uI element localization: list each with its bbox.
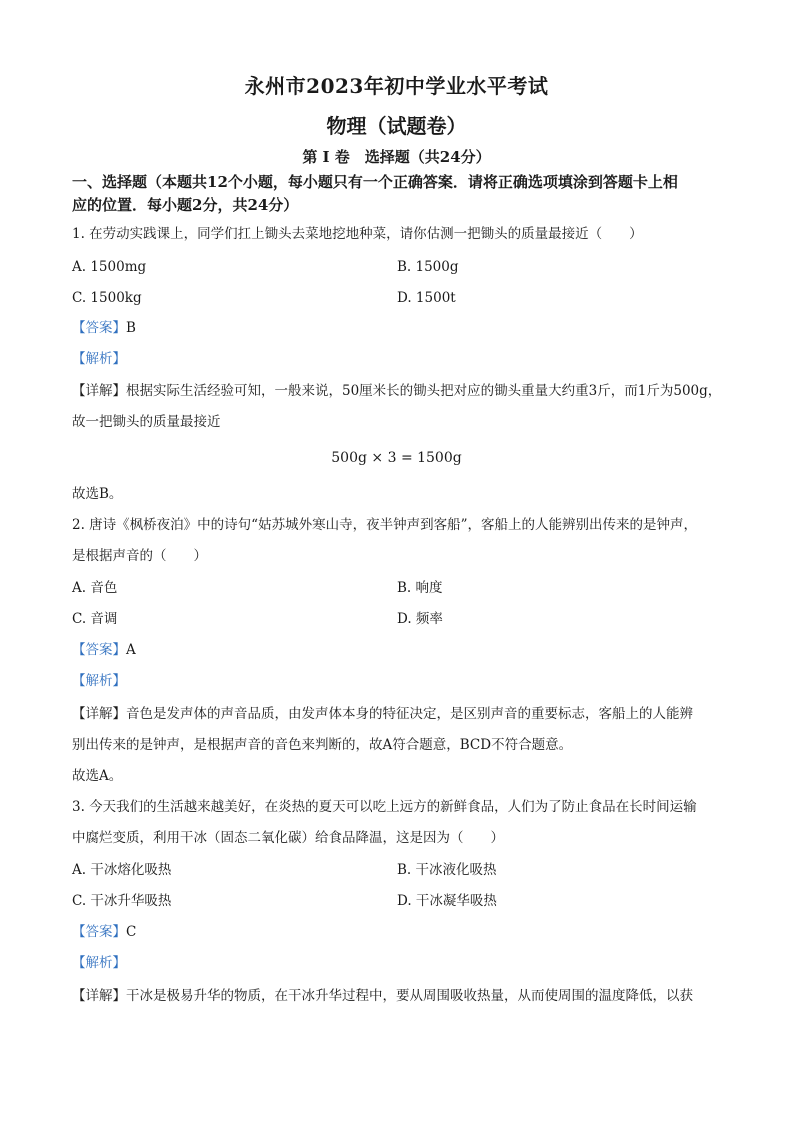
q1-detail-line2: 故一把锄头的质量最接近 [72, 414, 221, 430]
q3-analysis [72, 953, 732, 973]
q1-option-c: C. 1500kg [72, 290, 142, 306]
q3-option-d: D. 干冰凝华吸热 [397, 893, 497, 909]
q2-detail-line1 [72, 704, 732, 724]
q2-option-a: A. 音色 [72, 580, 118, 596]
detail-label: 【详解】 [72, 706, 126, 722]
q1-analysis [72, 349, 732, 369]
q2-conclusion: 故选A。 [72, 768, 123, 784]
q1-option-d: D. 1500t [397, 290, 456, 306]
q1-detail-line1 [72, 381, 732, 401]
detail-label: 【详解】 [72, 383, 126, 399]
q2-stem-line2: 是根据声音的（ ） [72, 548, 207, 564]
q1-answer-value: B [126, 320, 136, 336]
q3-option-b: B. 干冰液化吸热 [397, 862, 497, 878]
q2-stem-line1: 2. 唐诗《枫桥夜泊》中的诗句“姑苏城外寒山寺，夜半钟声到客船”，客船上的人能辨别出传来的是钟声， [72, 517, 697, 533]
q2-analysis [72, 671, 732, 691]
q3-stem-line2: 中腐烂变质，利用干冰（固态二氧化碳）给食品降温，这是因为（ ） [72, 830, 504, 846]
q3-answer-value: C [126, 924, 137, 940]
q1-conclusion: 故选B。 [72, 486, 123, 502]
q3-answer [72, 922, 732, 942]
analysis-label: 【解析】 [72, 955, 126, 971]
q3-stem-line1: 3. 今天我们的生活越来越美好，在炎热的夏天可以吃上远方的新鲜食品，人们为了防止食品在长时间运输 [72, 799, 697, 815]
q2-option-c: C. 音调 [72, 611, 118, 627]
q1-option-b: B. 1500g [397, 259, 459, 275]
q2-detail-text1: 音色是发声体的声音品质，由发声体本身的特征决定，是区别声音的重要标志，客船上的人能辨 [126, 706, 693, 722]
q2-detail-line2: 别出传来的是钟声，是根据声音的音色来判断的，故A符合题意，BCD不符合题意。 [72, 737, 573, 753]
q1-formula: 500g × 3 = 1500g [331, 450, 462, 466]
detail-label: 【详解】 [72, 988, 126, 1004]
section-heading-line1: 一、选择题（本题共12个小题，每小题只有一个正确答案．请将正确选项填涂到答题卡上相 [72, 173, 678, 191]
answer-label: 【答案】 [72, 642, 126, 658]
q1-answer [72, 318, 732, 338]
q2-answer-value: A [126, 642, 136, 658]
exam-title: 永州市2023年初中学业水平考试 [244, 74, 549, 98]
q1-detail-text1: 根据实际生活经验可知，一般来说，50厘米长的锄头把对应的锄头重量大约重3斤，而1斤为500g， [126, 383, 722, 399]
answer-label: 【答案】 [72, 320, 126, 336]
q3-detail-line1 [72, 986, 732, 1006]
exam-subtitle: 物理（试题卷） [326, 114, 467, 138]
q2-option-b: B. 响度 [397, 580, 443, 596]
analysis-label: 【解析】 [72, 351, 126, 367]
q2-answer [72, 640, 732, 660]
analysis-label: 【解析】 [72, 673, 126, 689]
part-heading: 第 I 卷 选择题（共24分） [302, 148, 491, 166]
section-heading-line2: 应的位置．每小题2分，共24分） [72, 196, 299, 214]
q2-option-d: D. 频率 [397, 611, 443, 627]
answer-label: 【答案】 [72, 924, 126, 940]
q3-detail-text1: 干冰是极易升华的物质，在干冰升华过程中，要从周围吸收热量，从而使周围的温度降低，以获 [126, 988, 693, 1004]
q1-option-a: A. 1500mg [72, 259, 147, 275]
q3-option-c: C. 干冰升华吸热 [72, 893, 172, 909]
q1-stem: 1. 在劳动实践课上，同学们扛上锄头去菜地挖地种菜，请你估测一把锄头的质量最接近（ ） [72, 226, 643, 242]
q3-option-a: A. 干冰熔化吸热 [72, 862, 172, 878]
